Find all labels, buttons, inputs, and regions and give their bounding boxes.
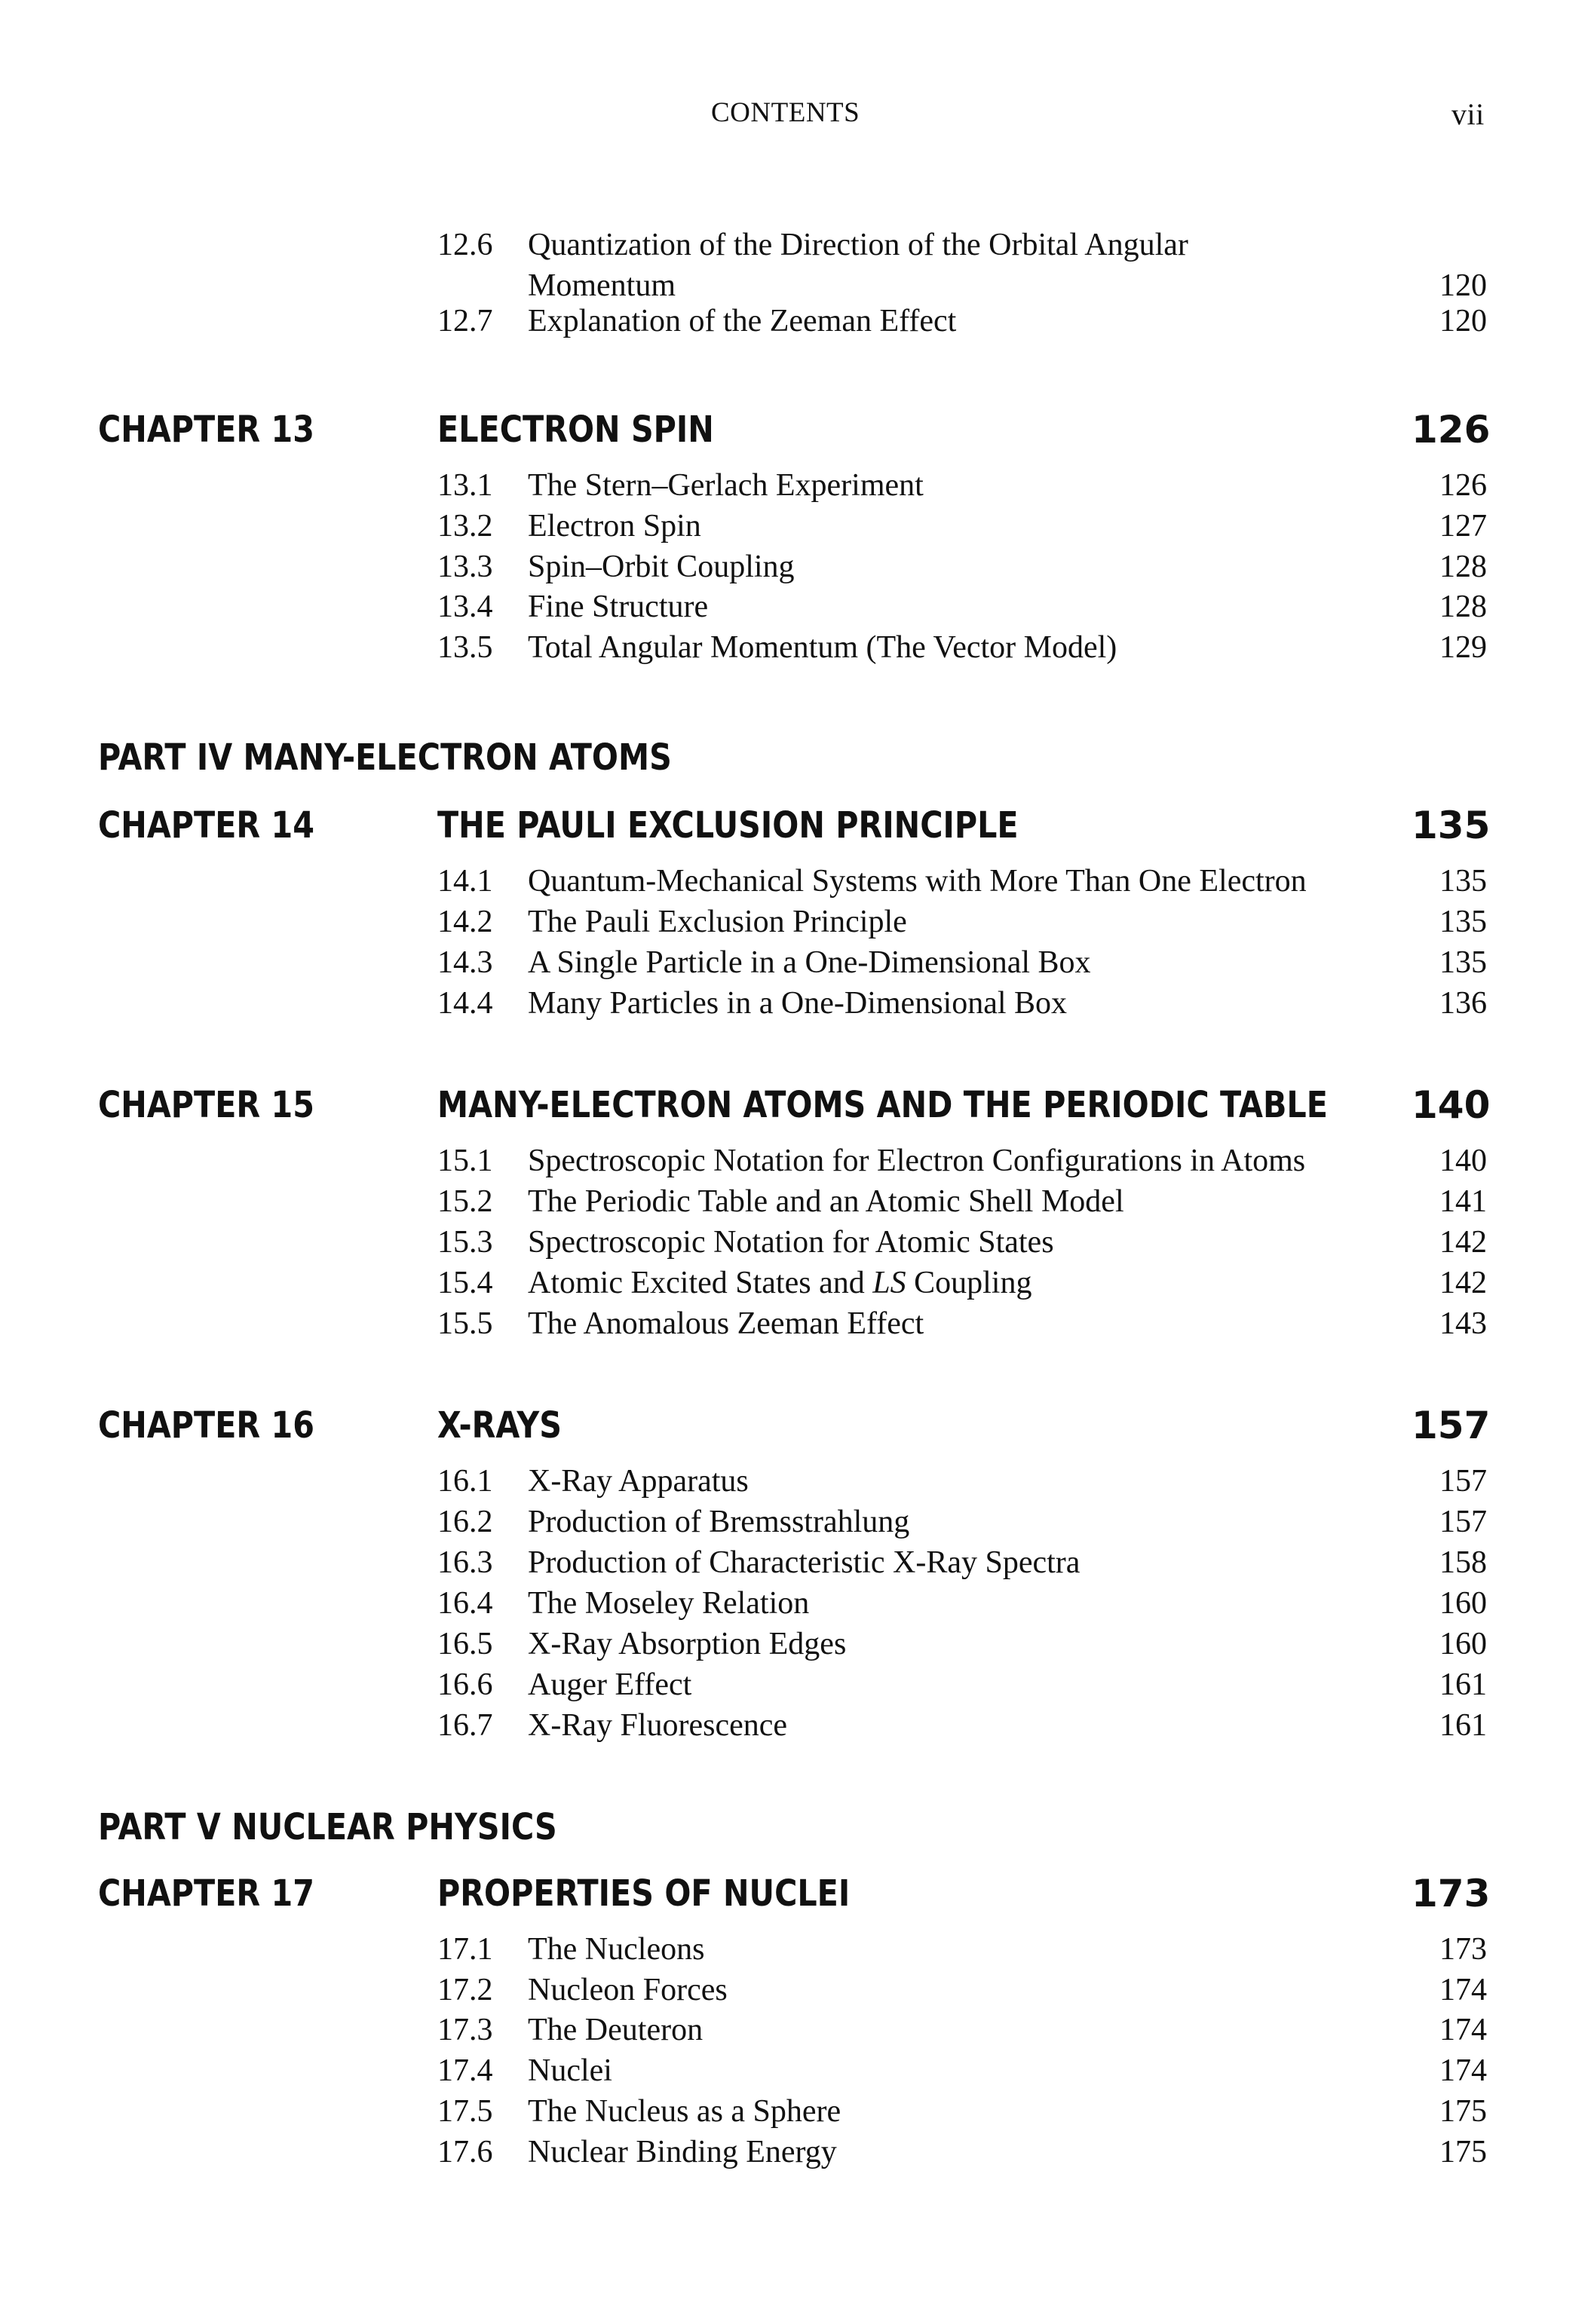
section-title: X-Ray Apparatus	[528, 1464, 749, 1499]
section-number: 15.2	[437, 1184, 493, 1219]
section-page: 160	[1439, 1586, 1487, 1621]
section-title: The Nucleons	[528, 1932, 705, 1967]
chapter-16-title[interactable]: X-RAYS	[437, 1404, 562, 1447]
chapter-16-page: 157	[1412, 1404, 1491, 1447]
section-number: 17.2	[437, 1973, 493, 2007]
section-page: 120	[1439, 304, 1487, 338]
section-page: 142	[1439, 1225, 1487, 1260]
section-title: Nuclei	[528, 2053, 612, 2088]
chapter-17-title[interactable]: PROPERTIES OF NUCLEI	[437, 1872, 851, 1915]
chapter-14-title[interactable]: THE PAULI EXCLUSION PRINCIPLE	[437, 804, 1019, 847]
section-number: 17.4	[437, 2053, 493, 2088]
section-number: 12.7	[437, 304, 493, 338]
section-page: 173	[1439, 1932, 1487, 1967]
section-title: Production of Characteristic X-Ray Spectra	[528, 1545, 1081, 1580]
section-title: Quantum-Mechanical Systems with More Than One Electron	[528, 864, 1307, 899]
section-page: 142	[1439, 1266, 1487, 1300]
section-page: 161	[1439, 1667, 1487, 1702]
section-number: 15.3	[437, 1225, 493, 1260]
section-page: 174	[1439, 2053, 1487, 2088]
section-title: The Pauli Exclusion Principle	[528, 905, 907, 939]
part-v-heading: PART V NUCLEAR PHYSICS	[98, 1806, 557, 1848]
section-number: 13.4	[437, 589, 493, 624]
section-number: 15.4	[437, 1266, 493, 1300]
section-title: Nucleon Forces	[528, 1973, 728, 2007]
chapter-17-label: CHAPTER 17	[98, 1872, 315, 1915]
chapter-14-label: CHAPTER 14	[98, 804, 315, 847]
section-title: Auger Effect	[528, 1667, 692, 1702]
chapter-17-page: 173	[1412, 1872, 1491, 1915]
section-number: 14.1	[437, 864, 493, 899]
chapter-16-label: CHAPTER 16	[98, 1404, 315, 1447]
section-page: 129	[1439, 630, 1487, 665]
section-number: 16.1	[437, 1464, 493, 1499]
section-title: Quantization of the Direction of the Orbital Angular	[528, 228, 1188, 262]
section-page: 135	[1439, 864, 1487, 899]
section-title: The Periodic Table and an Atomic Shell Model	[528, 1184, 1124, 1219]
section-title: Production of Bremsstrahlung	[528, 1505, 910, 1539]
running-head-title: CONTENTS	[711, 97, 860, 128]
section-title: The Stern–Gerlach Experiment	[528, 468, 924, 503]
section-number: 16.2	[437, 1505, 493, 1539]
toc-entry-12-6[interactable]	[437, 225, 1487, 306]
section-number: 15.1	[437, 1144, 493, 1178]
section-title-continued: Momentum	[528, 268, 676, 303]
section-page: 160	[1439, 1627, 1487, 1661]
section-title: X-Ray Absorption Edges	[528, 1627, 847, 1661]
chapter-15-page: 140	[1412, 1083, 1491, 1127]
section-number: 17.6	[437, 2135, 493, 2169]
section-title: The Nucleus as a Sphere	[528, 2094, 841, 2129]
chapter-13-label: CHAPTER 13	[98, 409, 315, 451]
section-number: 16.4	[437, 1586, 493, 1621]
page-number: vii	[1451, 97, 1485, 131]
section-page: 141	[1439, 1184, 1487, 1219]
section-title: Electron Spin	[528, 509, 701, 543]
section-page: 128	[1439, 550, 1487, 584]
section-title-italic: LS	[872, 1266, 906, 1300]
section-title: Nuclear Binding Energy	[528, 2135, 837, 2169]
section-page: 175	[1439, 2094, 1487, 2129]
section-page: 174	[1439, 2013, 1487, 2047]
section-number: 13.1	[437, 468, 493, 503]
section-page: 158	[1439, 1545, 1487, 1580]
section-title-text: Atomic Excited States and	[528, 1266, 873, 1300]
section-number: 17.5	[437, 2094, 493, 2129]
section-number: 16.7	[437, 1708, 493, 1743]
chapter-15-title[interactable]: MANY-ELECTRON ATOMS AND THE PERIODIC TABLE	[437, 1084, 1328, 1126]
section-title: Spin–Orbit Coupling	[528, 550, 795, 584]
section-page: 135	[1439, 905, 1487, 939]
section-number: 13.5	[437, 630, 493, 665]
section-title: A Single Particle in a One-Dimensional Box	[528, 945, 1091, 980]
section-page: 174	[1439, 1973, 1487, 2007]
chapter-13-title[interactable]: ELECTRON SPIN	[437, 409, 714, 451]
section-number: 13.2	[437, 509, 493, 543]
section-page: 120	[1439, 268, 1487, 303]
section-title: Many Particles in a One-Dimensional Box	[528, 986, 1068, 1021]
section-page: 143	[1439, 1306, 1487, 1341]
section-page: 157	[1439, 1505, 1487, 1539]
section-title: Spectroscopic Notation for Atomic States	[528, 1225, 1054, 1260]
section-page: 135	[1439, 945, 1487, 980]
section-page: 136	[1439, 986, 1487, 1021]
section-page: 127	[1439, 509, 1487, 543]
section-number: 15.5	[437, 1306, 493, 1341]
section-page: 128	[1439, 589, 1487, 624]
section-page: 140	[1439, 1144, 1487, 1178]
section-title: Spectroscopic Notation for Electron Configurations in Atoms	[528, 1144, 1306, 1178]
section-title: Explanation of the Zeeman Effect	[528, 304, 957, 338]
section-page: 126	[1439, 468, 1487, 503]
section-number: 14.4	[437, 986, 493, 1021]
section-page: 157	[1439, 1464, 1487, 1499]
section-title-text-end: Coupling	[906, 1266, 1032, 1300]
chapter-14-page: 135	[1412, 804, 1491, 847]
section-title	[528, 1263, 1032, 1303]
section-number: 17.1	[437, 1932, 493, 1967]
section-title: The Deuteron	[528, 2013, 704, 2047]
section-number: 17.3	[437, 2013, 493, 2047]
section-number: 14.3	[437, 945, 493, 980]
section-page: 175	[1439, 2135, 1487, 2169]
section-title: Fine Structure	[528, 589, 709, 624]
section-number: 14.2	[437, 905, 493, 939]
chapter-15-label: CHAPTER 15	[98, 1084, 315, 1126]
section-title: The Moseley Relation	[528, 1586, 810, 1621]
section-number: 16.3	[437, 1545, 493, 1580]
section-number: 13.3	[437, 550, 493, 584]
section-title: X-Ray Fluorescence	[528, 1708, 788, 1743]
section-title: The Anomalous Zeeman Effect	[528, 1306, 924, 1341]
section-page: 161	[1439, 1708, 1487, 1743]
part-iv-heading: PART IV MANY-ELECTRON ATOMS	[98, 736, 672, 779]
chapter-13-page: 126	[1412, 408, 1491, 452]
section-number: 12.6	[437, 228, 493, 262]
section-number: 16.5	[437, 1627, 493, 1661]
section-title: Total Angular Momentum (The Vector Model)	[528, 630, 1117, 665]
section-number: 16.6	[437, 1667, 493, 1702]
